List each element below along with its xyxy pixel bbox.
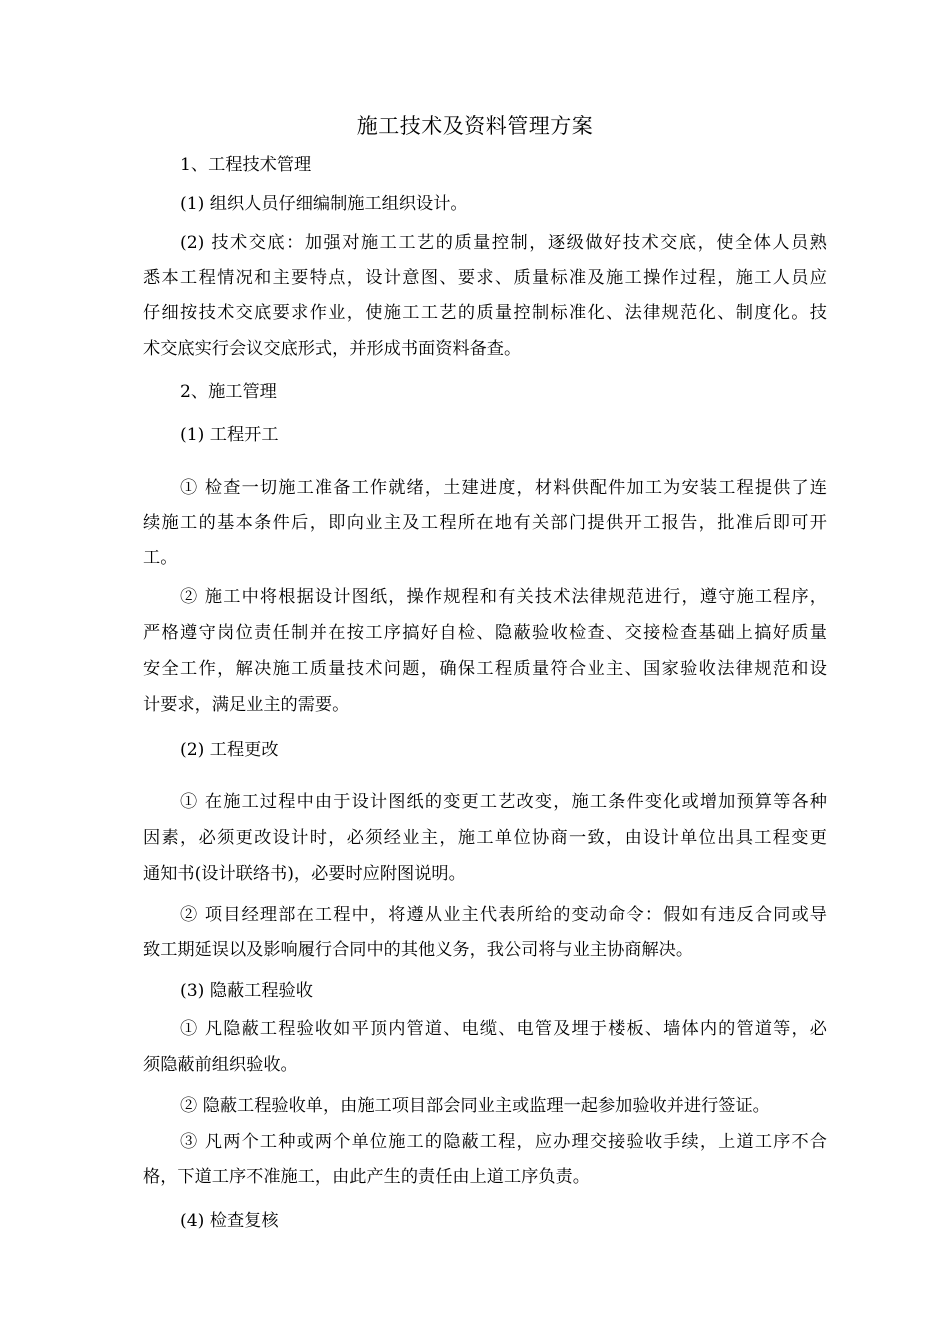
paragraph-line: 安全工作，解决施工质量技术问题，确保工程质量符合业主、国家验收法律规范和设 [143, 659, 827, 679]
paragraph-line: ② 隐蔽工程验收单，由施工项目部会同业主或监理一起参加验收并进行签证。 [180, 1096, 770, 1116]
subsection-heading: (4) 检查复核 [180, 1211, 279, 1231]
paragraph-line: 通知书(设计联络书)，必要时应附图说明。 [143, 864, 466, 884]
subsection-heading: (2) 工程更改 [180, 740, 279, 760]
paragraph-line: ② 项目经理部在工程中，将遵从业主代表所给的变动命令：假如有违反合同或导 [180, 905, 827, 925]
paragraph-line: ② 施工中将根据设计图纸，操作规程和有关技术法律规范进行，遵守施工程序， [180, 587, 827, 607]
paragraph-line: 因素，必须更改设计时，必须经业主，施工单位协商一致，由设计单位出具工程变更 [143, 828, 827, 848]
paragraph-line: 格，下道工序不准施工，由此产生的责任由上道工序负责。 [143, 1167, 590, 1187]
document-title: 施工技术及资料管理方案 [356, 114, 594, 138]
paragraph-line: 致工期延误以及影响履行合同中的其他义务，我公司将与业主协商解决。 [143, 940, 694, 960]
paragraph-line: 悉本工程情况和主要特点，设计意图、要求、质量标准及施工操作过程，施工人员应 [143, 268, 827, 288]
paragraph-line: 术交底实行会议交底形式，并形成书面资料备查。 [143, 339, 522, 359]
subsection-heading: (1) 工程开工 [180, 425, 279, 445]
section-heading: 2、施工管理 [180, 382, 277, 402]
section-heading: 1、工程技术管理 [180, 155, 312, 175]
paragraph-line: ① 凡隐蔽工程验收如平顶内管道、电缆、电管及埋于楼板、墙体内的管道等，必 [180, 1019, 827, 1039]
subsection-heading: (3) 隐蔽工程验收 [180, 981, 313, 1001]
paragraph-line: (1) 组织人员仔细编制施工组织设计。 [180, 194, 468, 214]
paragraph-line: 工。 [143, 548, 178, 568]
paragraph-line: ③ 凡两个工种或两个单位施工的隐蔽工程，应办理交接验收手续，上道工序不合 [180, 1132, 827, 1152]
paragraph-line: (2) 技术交底：加强对施工工艺的质量控制，逐级做好技术交底，使全体人员熟 [180, 233, 827, 253]
paragraph-line: 计要求，满足业主的需要。 [143, 695, 350, 715]
paragraph-line: ① 检查一切施工准备工作就绪，土建进度，材料供配件加工为安装工程提供了连 [180, 478, 827, 498]
paragraph-line: ① 在施工过程中由于设计图纸的变更工艺改变，施工条件变化或增加预算等各种 [180, 792, 827, 812]
paragraph-line: 仔细按技术交底要求作业，使施工工艺的质量控制标准化、法律规范化、制度化。技 [143, 303, 827, 323]
paragraph-line: 续施工的基本条件后，即向业主及工程所在地有关部门提供开工报告，批准后即可开 [143, 513, 827, 533]
paragraph-line: 须隐蔽前组织验收。 [143, 1055, 298, 1075]
paragraph-line: 严格遵守岗位责任制并在按工序搞好自检、隐蔽验收检查、交接检查基础上搞好质量 [143, 623, 827, 643]
